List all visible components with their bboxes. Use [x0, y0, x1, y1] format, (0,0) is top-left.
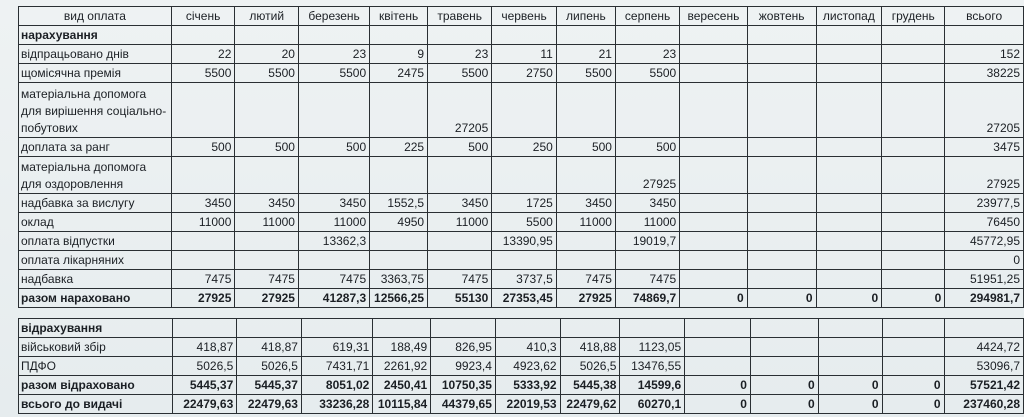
table-cell — [944, 319, 1023, 338]
table-cell — [747, 270, 816, 289]
table-cell: 1123,05 — [620, 338, 685, 357]
table-cell — [428, 157, 492, 194]
table-cell: 5026,5 — [237, 357, 302, 376]
table-cell — [428, 251, 492, 270]
table-cell: 27925 — [615, 157, 679, 194]
table-cell: 500 — [298, 138, 369, 157]
table-cell — [882, 232, 945, 251]
table-cell: 3450 — [428, 194, 492, 213]
row-label: ПДФО — [19, 357, 173, 376]
table-cell: 152 — [945, 45, 1024, 64]
table-cell: 22 — [171, 45, 235, 64]
table-cell: 225 — [370, 138, 428, 157]
table-cell: 0 — [818, 376, 882, 395]
deductions-table — [18, 318, 1024, 414]
table-cell: 4923,62 — [495, 357, 560, 376]
table-cell — [370, 232, 428, 251]
table-row — [19, 357, 1024, 376]
table-cell: 13476,55 — [620, 357, 685, 376]
table-cell — [680, 26, 747, 45]
table-cell: 11000 — [235, 213, 299, 232]
table-row — [19, 338, 1024, 357]
row-label: доплата за ранг — [19, 138, 172, 157]
table-cell: 418,87 — [237, 338, 302, 357]
table-cell: 7475 — [615, 270, 679, 289]
row-label: разом відраховано — [19, 376, 173, 395]
table-cell — [882, 338, 944, 357]
table-cell: 500 — [428, 138, 492, 157]
table-cell — [816, 232, 882, 251]
table-cell: 13362,3 — [298, 232, 369, 251]
table-cell — [747, 138, 816, 157]
table-cell — [816, 138, 882, 157]
table-cell: 27205 — [945, 83, 1024, 138]
table-cell: 27353,45 — [492, 289, 557, 308]
table-cell: 0 — [747, 289, 816, 308]
table-cell — [882, 83, 945, 138]
table-row — [19, 157, 1024, 194]
row-label: всього до видачі — [19, 395, 173, 414]
table-cell: 5445,38 — [560, 376, 620, 395]
row-label: надбавка за вислугу — [19, 194, 172, 213]
table-cell: 11000 — [171, 213, 235, 232]
table-cell — [882, 251, 945, 270]
table-cell — [882, 357, 944, 376]
table-cell — [747, 194, 816, 213]
table-cell — [680, 138, 747, 157]
table-cell: 51951,25 — [945, 270, 1024, 289]
table-cell: 22479,62 — [560, 395, 620, 414]
table-cell — [680, 83, 747, 138]
table-cell: 188,49 — [373, 338, 431, 357]
table-cell — [882, 213, 945, 232]
table-cell — [680, 232, 747, 251]
table-cell: 4950 — [370, 213, 428, 232]
table-cell: 9 — [370, 45, 428, 64]
table-cell: 22479,63 — [172, 395, 237, 414]
table-cell — [556, 83, 615, 138]
table-cell: 500 — [235, 138, 299, 157]
table-cell: 3475 — [945, 138, 1024, 157]
table-cell — [685, 357, 751, 376]
table-cell: 3450 — [171, 194, 235, 213]
row-label: оклад — [19, 213, 172, 232]
table-cell — [816, 64, 882, 83]
table-cell: 11000 — [298, 213, 369, 232]
table-cell: 0 — [818, 395, 882, 414]
table-cell: 57521,42 — [944, 376, 1023, 395]
column-header: лютий — [235, 7, 299, 26]
table-cell — [235, 157, 299, 194]
table-row — [19, 289, 1024, 308]
table-cell: 22479,63 — [237, 395, 302, 414]
table-cell — [556, 157, 615, 194]
column-header: листопад — [816, 7, 882, 26]
table-cell — [431, 319, 496, 338]
table-cell: 33236,28 — [301, 395, 372, 414]
table-cell: 2475 — [370, 64, 428, 83]
table-cell: 1725 — [492, 194, 557, 213]
table-row — [19, 194, 1024, 213]
table-cell: 8051,02 — [301, 376, 372, 395]
row-label: нарахування — [19, 26, 172, 45]
table-cell — [495, 319, 560, 338]
table-cell: 27925 — [171, 289, 235, 308]
table-cell: 1552,5 — [370, 194, 428, 213]
table-cell — [620, 319, 685, 338]
table-cell — [492, 26, 557, 45]
row-label: разом нараховано — [19, 289, 172, 308]
table-row — [19, 213, 1024, 232]
table-cell — [171, 157, 235, 194]
table-cell: 23 — [298, 45, 369, 64]
table-row — [19, 270, 1024, 289]
table-cell: 55130 — [428, 289, 492, 308]
table-cell — [816, 194, 882, 213]
table-cell: 0 — [680, 289, 747, 308]
table-cell: 44379,65 — [431, 395, 496, 414]
table-cell — [747, 64, 816, 83]
table-cell — [680, 251, 747, 270]
table-cell — [235, 232, 299, 251]
column-header: червень — [492, 7, 557, 26]
table-cell: 20 — [235, 45, 299, 64]
table-cell: 3363,75 — [370, 270, 428, 289]
table-cell: 5500 — [235, 64, 299, 83]
table-cell — [882, 319, 944, 338]
table-cell: 27205 — [428, 83, 492, 138]
table-cell: 294981,7 — [945, 289, 1024, 308]
table-cell: 0 — [750, 376, 818, 395]
table-cell — [685, 319, 751, 338]
table-cell — [816, 157, 882, 194]
table-cell: 500 — [171, 138, 235, 157]
table-cell: 5500 — [171, 64, 235, 83]
row-label: надбавка — [19, 270, 172, 289]
column-header: серпень — [615, 7, 679, 26]
table-cell: 500 — [556, 138, 615, 157]
row-label: оплата лікарняних — [19, 251, 172, 270]
column-header: липень — [556, 7, 615, 26]
table-cell — [556, 232, 615, 251]
table-cell: 0 — [882, 289, 945, 308]
table-cell: 27925 — [556, 289, 615, 308]
accruals-table — [18, 6, 1024, 308]
table-cell: 7475 — [235, 270, 299, 289]
table-cell: 27925 — [945, 157, 1024, 194]
table-cell — [750, 357, 818, 376]
header-row — [19, 7, 1024, 26]
table-cell: 53096,7 — [944, 357, 1023, 376]
table-cell — [818, 319, 882, 338]
column-header: вересень — [680, 7, 747, 26]
table-cell: 2750 — [492, 64, 557, 83]
table-row — [19, 83, 1024, 138]
table-cell: 619,31 — [301, 338, 372, 357]
table-cell — [171, 232, 235, 251]
table-cell — [747, 213, 816, 232]
table-cell — [882, 270, 945, 289]
table-cell: 23 — [428, 45, 492, 64]
table-row — [19, 319, 1024, 338]
table-cell — [818, 357, 882, 376]
table-cell — [747, 232, 816, 251]
table-cell — [816, 26, 882, 45]
table-cell — [816, 251, 882, 270]
table-cell: 5500 — [298, 64, 369, 83]
table-cell — [370, 157, 428, 194]
table-cell — [680, 213, 747, 232]
table-cell: 7431,71 — [301, 357, 372, 376]
table-cell: 7475 — [556, 270, 615, 289]
table-cell: 27925 — [235, 289, 299, 308]
table-cell: 5500 — [556, 64, 615, 83]
table-cell: 7475 — [298, 270, 369, 289]
column-header: грудень — [882, 7, 945, 26]
table-cell: 250 — [492, 138, 557, 157]
table-cell: 14599,6 — [620, 376, 685, 395]
table-cell — [685, 338, 751, 357]
table-cell — [171, 26, 235, 45]
row-label: щомісячна премія — [19, 64, 172, 83]
table-cell: 23977,5 — [945, 194, 1024, 213]
table-cell: 5026,5 — [172, 357, 237, 376]
table-cell — [747, 45, 816, 64]
table-cell: 5333,92 — [495, 376, 560, 395]
table-cell: 0 — [816, 289, 882, 308]
table-cell: 23 — [615, 45, 679, 64]
table-cell: 3737,5 — [492, 270, 557, 289]
table-cell: 5026,5 — [560, 357, 620, 376]
table-cell — [750, 319, 818, 338]
row-label: відрахування — [19, 319, 173, 338]
table-row — [19, 138, 1024, 157]
table-cell: 10115,84 — [373, 395, 431, 414]
table-cell — [560, 319, 620, 338]
table-row — [19, 45, 1024, 64]
table-cell: 3450 — [298, 194, 369, 213]
table-cell: 3450 — [556, 194, 615, 213]
table-cell — [882, 64, 945, 83]
table-cell: 0 — [685, 376, 751, 395]
column-header: травень — [428, 7, 492, 26]
table-cell — [747, 251, 816, 270]
table-cell — [816, 270, 882, 289]
table-cell — [556, 251, 615, 270]
table-cell — [747, 83, 816, 138]
table-cell — [237, 319, 302, 338]
table-cell — [298, 251, 369, 270]
column-header: січень — [171, 7, 235, 26]
table-cell — [680, 270, 747, 289]
table-cell — [816, 45, 882, 64]
table-cell: 4424,72 — [944, 338, 1023, 357]
row-label: військовий збір — [19, 338, 173, 357]
table-cell — [945, 26, 1024, 45]
table-row — [19, 395, 1024, 414]
table-cell — [750, 338, 818, 357]
table-cell: 19019,7 — [615, 232, 679, 251]
column-header: квітень — [370, 7, 428, 26]
table-cell — [428, 232, 492, 251]
table-cell: 410,3 — [495, 338, 560, 357]
table-cell — [882, 157, 945, 194]
column-header: жовтень — [747, 7, 816, 26]
table-cell: 3450 — [235, 194, 299, 213]
table-cell: 418,87 — [172, 338, 237, 357]
table-cell: 5500 — [492, 213, 557, 232]
table-cell — [172, 319, 237, 338]
table-cell: 74869,7 — [615, 289, 679, 308]
table-cell — [492, 157, 557, 194]
table-cell — [171, 83, 235, 138]
table-cell: 5445,37 — [172, 376, 237, 395]
table-cell — [680, 45, 747, 64]
table-cell: 418,88 — [560, 338, 620, 357]
table-cell: 9923,4 — [431, 357, 496, 376]
column-header: вид оплата — [19, 7, 172, 26]
table-cell: 3450 — [615, 194, 679, 213]
table-cell — [882, 194, 945, 213]
table-cell — [298, 157, 369, 194]
table-cell — [747, 157, 816, 194]
table-cell — [615, 83, 679, 138]
column-header: березень — [298, 7, 369, 26]
row-label: матеріальна допомога для вирішення соціально-побутових — [19, 83, 172, 138]
table-cell: 500 — [615, 138, 679, 157]
table-cell: 0 — [685, 395, 751, 414]
table-cell — [818, 338, 882, 357]
table-cell: 0 — [945, 251, 1024, 270]
table-cell — [680, 157, 747, 194]
table-cell — [747, 26, 816, 45]
table-cell — [680, 194, 747, 213]
table-cell: 41287,3 — [298, 289, 369, 308]
table-cell: 826,95 — [431, 338, 496, 357]
table-cell: 5500 — [615, 64, 679, 83]
table-cell: 0 — [882, 376, 944, 395]
table-cell: 12566,25 — [370, 289, 428, 308]
table-cell: 22019,53 — [495, 395, 560, 414]
table-cell — [615, 251, 679, 270]
table-cell — [492, 83, 557, 138]
table-cell — [298, 26, 369, 45]
table-cell: 2450,41 — [373, 376, 431, 395]
column-header: всього — [945, 7, 1024, 26]
table-cell — [680, 64, 747, 83]
table-cell — [235, 83, 299, 138]
table-cell: 11000 — [556, 213, 615, 232]
table-row — [19, 26, 1024, 45]
row-label: матеріальна допомога для оздоровлення — [19, 157, 172, 194]
table-cell — [816, 213, 882, 232]
table-cell — [556, 26, 615, 45]
table-cell: 5445,37 — [237, 376, 302, 395]
table-cell — [428, 26, 492, 45]
table-cell: 11000 — [615, 213, 679, 232]
table-row — [19, 64, 1024, 83]
table-row — [19, 232, 1024, 251]
table-cell: 13390,95 — [492, 232, 557, 251]
table-cell — [301, 319, 372, 338]
table-cell — [298, 83, 369, 138]
table-cell: 10750,35 — [431, 376, 496, 395]
table-cell: 5500 — [428, 64, 492, 83]
table-row — [19, 376, 1024, 395]
table-cell — [882, 138, 945, 157]
table-row — [19, 251, 1024, 270]
table-cell — [370, 26, 428, 45]
table-cell — [816, 83, 882, 138]
table-cell — [615, 26, 679, 45]
table-cell: 7475 — [171, 270, 235, 289]
table-cell: 45772,95 — [945, 232, 1024, 251]
table-cell — [235, 26, 299, 45]
table-cell: 0 — [750, 395, 818, 414]
table-cell — [882, 45, 945, 64]
table-cell — [373, 319, 431, 338]
table-cell: 21 — [556, 45, 615, 64]
table-cell: 38225 — [945, 64, 1024, 83]
table-cell: 2261,92 — [373, 357, 431, 376]
table-cell: 237460,28 — [944, 395, 1023, 414]
row-label: оплата відпустки — [19, 232, 172, 251]
table-cell — [882, 26, 945, 45]
table-cell — [492, 251, 557, 270]
table-cell — [235, 251, 299, 270]
table-cell: 0 — [882, 395, 944, 414]
table-cell: 60270,1 — [620, 395, 685, 414]
table-cell: 11 — [492, 45, 557, 64]
table-cell: 76450 — [945, 213, 1024, 232]
table-cell — [171, 251, 235, 270]
table-cell — [370, 251, 428, 270]
table-cell: 11000 — [428, 213, 492, 232]
table-cell: 7475 — [428, 270, 492, 289]
row-label: відпрацьовано днів — [19, 45, 172, 64]
table-cell — [370, 83, 428, 138]
